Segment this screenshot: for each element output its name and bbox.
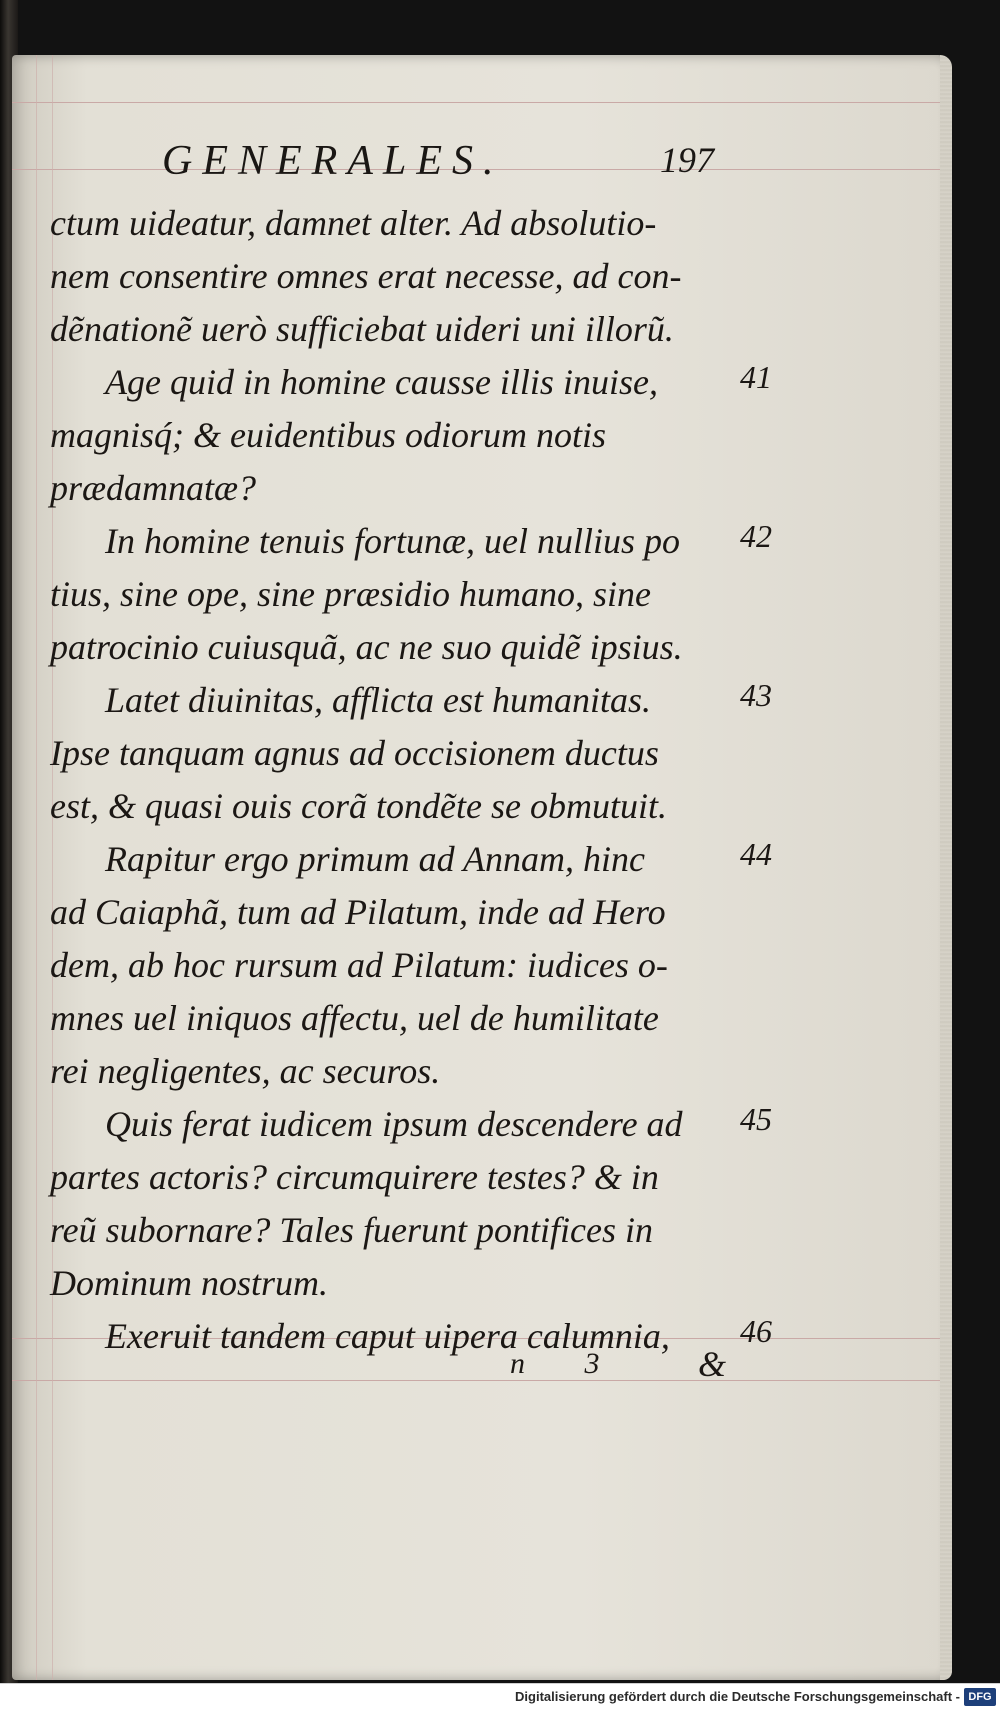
catchword: & [698, 1344, 727, 1384]
text-line: Exeruit tandem caput uipera calumnia, [105, 1316, 670, 1356]
book-page [12, 55, 952, 1680]
text-line: Age quid in homine causse illis inuise, [105, 362, 658, 402]
footer-credit: Digitalisierung gefördert durch die Deutsche Forschungsgemeinschaft - [515, 1689, 960, 1704]
ruled-margin-line [36, 55, 37, 1680]
body-text [50, 197, 750, 1363]
running-head: GENERALES. [162, 138, 504, 184]
margin-number: 42 [740, 518, 772, 554]
margin-number: 41 [740, 359, 772, 395]
margin-number: 44 [740, 836, 772, 872]
text-line: Latet diuinitas, afflicta est humanitas. [105, 680, 652, 720]
text-line: Rapitur ergo primum ad Annam, hinc [105, 839, 645, 879]
text-line: Dominum nostrum. [50, 1263, 329, 1303]
text-line: dem, ab hoc rursum ad Pilatum: iudices o- [50, 945, 668, 985]
margin-number: 45 [740, 1101, 772, 1137]
page-edge [940, 55, 952, 1680]
text-line: tius, sine ope, sine præsidio humano, sine [50, 574, 651, 614]
text-line: prædamnatæ? [50, 468, 257, 508]
text-line: rei negligentes, ac securos. [50, 1051, 441, 1091]
text-line: In homine tenuis fortunæ, uel nullius po [105, 521, 680, 561]
text-line: Ipse tanquam agnus ad occisionem ductus [50, 733, 659, 773]
text-line: nem consentire omnes erat necesse, ad con- [50, 256, 682, 296]
dfg-logo[interactable]: DFG [964, 1688, 996, 1706]
text-line: ctum uideatur, damnet alter. Ad absolutio- [50, 203, 657, 243]
page-number: 197 [660, 140, 714, 180]
margin-number: 46 [740, 1313, 772, 1349]
text-line: Quis ferat iudicem ipsum descendere ad [105, 1104, 683, 1144]
text-line: partes actoris? circumquirere testes? & in [50, 1157, 659, 1197]
text-line: est, & quasi ouis corã tondẽte se obmutuit. [50, 786, 667, 826]
text-line: mnes uel iniquos affectu, uel de humilitate [50, 998, 659, 1038]
text-line: dẽnationẽ uerò sufficiebat uideri uni illorũ. [50, 309, 674, 349]
signature-mark: n 3 [510, 1347, 626, 1380]
digitization-footer [0, 1683, 1000, 1712]
text-line: patrocinio cuiusquã, ac ne suo quidẽ ipsius. [50, 627, 683, 667]
ruled-line [12, 102, 940, 103]
text-line: reũ subornare? Tales fuerunt pontifices in [50, 1210, 653, 1250]
text-line: ad Caiaphã, tum ad Pilatum, inde ad Hero [50, 892, 666, 932]
margin-number: 43 [740, 677, 772, 713]
text-line: magnisq́; & euidentibus odiorum notis [50, 415, 606, 455]
signature-line [12, 1343, 940, 1389]
